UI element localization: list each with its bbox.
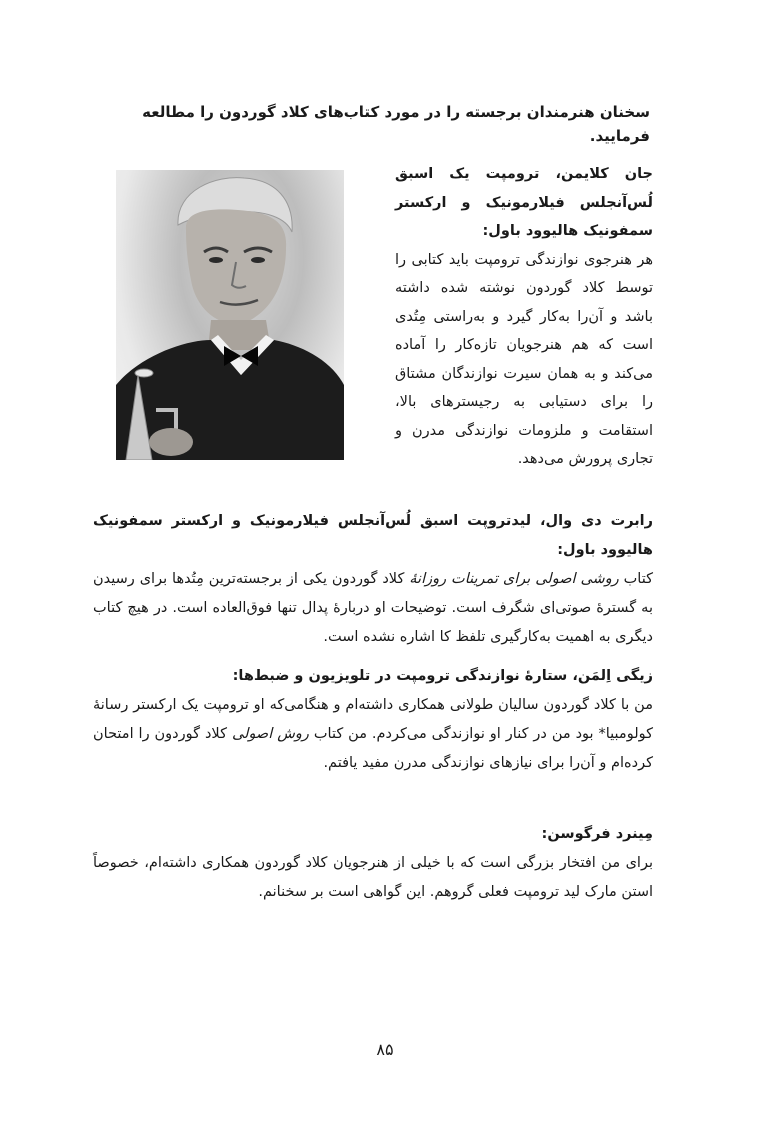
quote-speaker: جان کلایمن، ترومپت یک اسبق لُس‌آنجلس فیلارمونیک و ارکستر سمفونیک هالیوود باول: [395,166,653,239]
trumpeter-portrait [116,170,344,460]
quote-text: هر هنرجوی نوازندگی ترومپت باید کتابی را توسط کلاد گوردون نوشته شده داشته باشد و آن‌را به‌کار گیرد و به‌راستی مِتُدی است که هم هنرجویان تازه‌کار را آماده می‌کند و به همان سیرت نوازندگان مشتاق را برای دستیابی به رجیسترهای بالا، استقامت و ملزومات نوازندگی مدرن و تجاری پرورش می‌دهد. [395,251,653,467]
quote-text-part: کلاد گوردون را امتحان کرده‌ام و آن‌را برای نیازهای نوازندگی مدرن مفید یافتم. [93,726,653,771]
quote-ziggy-elman [93,662,653,778]
book-title-emphasis: روش اصولی [231,726,309,742]
book-title-emphasis: روشی اصولی برای تمرینات روزانهٔ [409,571,619,587]
quote-text-part: کلاد گوردون یکی از برجسته‌ترین مِتُدها برای رسیدن به گسترهٔ صوتی‌ای شگرف است. توضیحات او دربارهٔ پدال تنها فوق‌العاده است. در هیچ کتاب دیگری به اهمیت به‌کارگیری تلفظ کا اشاره نشده است. [93,571,653,645]
page-number: ۸۵ [376,1040,394,1059]
quote-robert-dewall [93,507,653,652]
quote-speaker: رابرت دی وال، لیدتروپت اسبق لُس‌آنجلس فیلارمونیک و ارکستر سمفونیک هالیوود باول: [93,513,653,558]
quote-text-part: من با کلاد گوردون سالیان طولانی همکاری داشته‌ام و هنگامی‌که او ترومپت یک ارکستر رسانهٔ کولومبیا* بود من در کنار او نوازندگی می‌کردم. من کتاب [93,697,654,742]
intro-text: سخنان هنرمندان برجسته را در مورد کتاب‌های کلاد گوردون را مطالعه فرمایید. [142,103,650,145]
quote-john-clyman [395,160,653,474]
quote-speaker: زیگی اِلمَن، ستارهٔ نوازندگی ترومپت در تلویزیون و ضبط‌ها: [232,668,653,684]
portrait-illustration [116,170,344,460]
quote-maynard-ferguson [93,820,653,907]
quote-text-part: کتاب [618,571,653,587]
quote-text: برای من افتخار بزرگی است که با خیلی از هنرجویان کلاد گوردون همکاری داشته‌ام، خصوصاً استن مارک لید ترومپت فعلی گروهم. این گواهی است بر سخنانم. [93,855,653,900]
quote-speaker: مِینرد فرگوسن: [541,826,653,842]
